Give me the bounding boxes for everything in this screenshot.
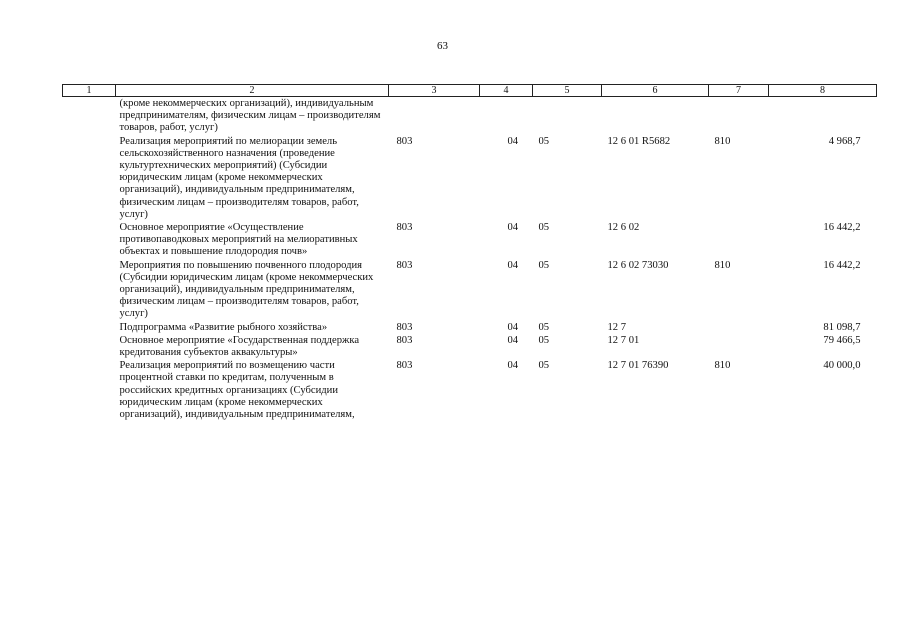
row-amount: 4 968,7	[828, 135, 861, 147]
row-ved	[389, 97, 480, 135]
row-ved: 803	[396, 360, 413, 372]
table-row	[63, 259, 877, 321]
row-name: Реализация мероприятий по мелиорации земель сельскохозяйственного назначения (проведение культуртехнических мероприятий) (Субсидии юридическим лицам (кроме некоммерческих организаций), индивидуальным предпринимателям, физическим лицам – производителям товаров, работ, услуг)	[119, 135, 359, 220]
row-target-article	[602, 97, 709, 135]
row-subsection: 05	[538, 321, 550, 333]
column-number-6: 6	[602, 85, 709, 97]
row-section	[480, 97, 533, 135]
row-expense-type: 810	[714, 135, 731, 147]
row-target-article: 12 7 01 76390	[607, 360, 669, 372]
row-expense-type	[709, 221, 769, 259]
row-name: Реализация мероприятий по возмещению части процентной ставки по кредитам, полученным в российских кредитных организациях (Субсидии юридическим лицам (кроме некоммерческих организаций), индивидуальным предпринимателям,	[119, 360, 355, 421]
row-name: Мероприятия по повышению почвенного плодородия (Субсидии юридическим лицам (кроме некоммерческих организаций), индивидуальным предпринимателям, физическим лицам – производителям товаров, работ, услуг)	[119, 259, 374, 320]
column-number-1: 1	[63, 85, 116, 97]
row-expense-type: 810	[714, 360, 731, 372]
row-name: Подпрограмма «Развитие рыбного хозяйства»	[119, 321, 328, 333]
row-name: (кроме некоммерческих организаций), индивидуальным предпринимателям, физическим лицам – производителям товаров, работ, услуг)	[119, 98, 381, 134]
row-section: 04	[507, 259, 519, 271]
row-ved: 803	[396, 334, 413, 346]
column-number-row	[63, 85, 877, 97]
table-row	[63, 135, 877, 221]
row-amount: 40 000,0	[823, 360, 861, 372]
row-section: 04	[507, 321, 519, 333]
row-target-article: 12 6 01 R5682	[607, 135, 671, 147]
row-subsection: 05	[538, 259, 550, 271]
column-number-2: 2	[116, 85, 389, 97]
row-amount: 16 442,2	[823, 259, 861, 271]
row-section: 04	[507, 360, 519, 372]
row-expense-type: 810	[714, 259, 731, 271]
row-target-article: 12 6 02	[607, 222, 640, 234]
column-number-8: 8	[769, 85, 877, 97]
row-subsection: 05	[538, 334, 550, 346]
row-amount	[769, 97, 877, 135]
row-ved: 803	[396, 135, 413, 147]
budget-table	[62, 84, 877, 421]
row-subsection	[533, 97, 602, 135]
row-target-article: 12 7 01	[607, 334, 640, 346]
table-row	[63, 334, 877, 359]
row-amount: 81 098,7	[823, 321, 861, 333]
column-number-3: 3	[389, 85, 480, 97]
row-amount: 79 466,5	[823, 334, 861, 346]
column-number-4: 4	[480, 85, 533, 97]
row-amount: 16 442,2	[823, 222, 861, 234]
table-row	[63, 221, 877, 259]
column-number-7: 7	[709, 85, 769, 97]
row-section: 04	[507, 135, 519, 147]
row-expense-type	[709, 97, 769, 135]
row-expense-type	[709, 334, 769, 359]
row-ved: 803	[396, 222, 413, 234]
row-target-article: 12 7	[607, 321, 627, 333]
row-name: Основное мероприятие «Государственная поддержка кредитования субъектов аквакультуры»	[119, 334, 360, 359]
row-ved: 803	[396, 321, 413, 333]
page-number: 63	[437, 40, 448, 52]
table-row	[63, 97, 877, 135]
row-subsection: 05	[538, 360, 550, 372]
table-row	[63, 359, 877, 421]
row-ved: 803	[396, 259, 413, 271]
column-number-5: 5	[533, 85, 602, 97]
row-name: Основное мероприятие «Осуществление противопаводковых мероприятий на мелиоративных объектах и повышение плодородия почв»	[119, 222, 358, 258]
row-subsection: 05	[538, 135, 550, 147]
row-expense-type	[709, 321, 769, 334]
row-section: 04	[507, 222, 519, 234]
row-section: 04	[507, 334, 519, 346]
row-target-article: 12 6 02 73030	[607, 259, 669, 271]
table-row	[63, 321, 877, 334]
row-subsection: 05	[538, 222, 550, 234]
